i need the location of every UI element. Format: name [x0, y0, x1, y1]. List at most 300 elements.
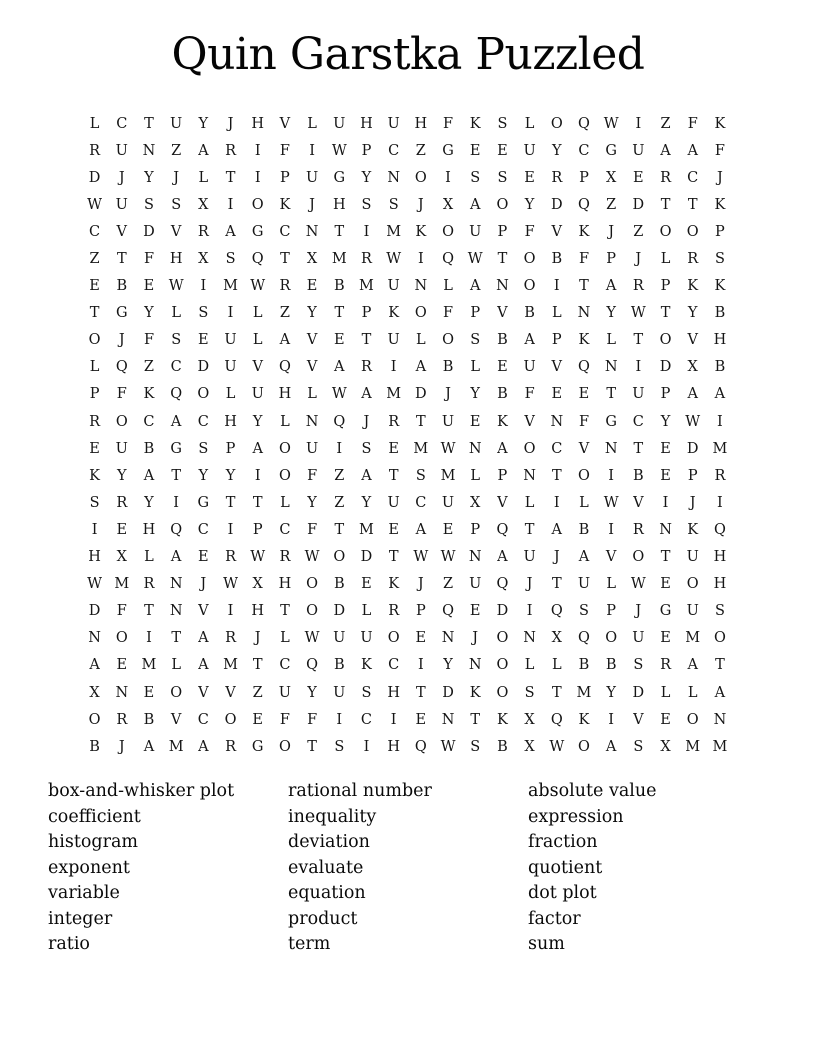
- grid-letter: U: [305, 169, 319, 186]
- grid-letter: P: [470, 305, 481, 322]
- grid-letter: Q: [333, 413, 346, 430]
- grid-letter: A: [225, 223, 236, 240]
- grid-letter: C: [279, 657, 291, 674]
- grid-letter: D: [442, 684, 454, 701]
- grid-letter: H: [332, 196, 346, 213]
- grid-letter: N: [523, 630, 536, 647]
- grid-letter: T: [144, 603, 154, 620]
- grid-letter: W: [250, 278, 266, 295]
- grid-letter: E: [660, 711, 671, 728]
- grid-letter: P: [715, 223, 725, 240]
- grid-letter: A: [252, 440, 263, 457]
- grid-letter: R: [89, 142, 101, 159]
- grid-letter: C: [197, 413, 209, 430]
- grid-letter: O: [496, 630, 509, 647]
- grid-letter: A: [469, 278, 481, 295]
- grid-letter: A: [605, 738, 617, 755]
- grid-letter: H: [387, 684, 400, 701]
- word-list-item: equation: [288, 883, 366, 903]
- grid-letter: R: [197, 223, 209, 240]
- grid-letter: N: [468, 549, 482, 566]
- grid-letter: B: [497, 386, 508, 403]
- grid-letter: N: [169, 576, 183, 593]
- grid-letter: P: [470, 521, 481, 538]
- grid-letter: S: [633, 738, 644, 755]
- grid-letter: C: [578, 142, 590, 159]
- grid-letter: U: [632, 386, 645, 403]
- grid-letter: H: [360, 115, 373, 132]
- grid-letter: R: [279, 549, 291, 566]
- grid-letter: H: [224, 413, 237, 430]
- grid-letter: G: [333, 169, 346, 186]
- word-list-item: product: [288, 908, 358, 929]
- grid-letter: U: [170, 115, 183, 132]
- grid-letter: Z: [334, 494, 345, 511]
- grid-letter: W: [331, 386, 347, 403]
- grid-letter: Z: [89, 251, 100, 268]
- grid-letter: S: [470, 332, 481, 349]
- grid-letter: M: [440, 467, 456, 484]
- word-list-item: quotient: [528, 857, 603, 878]
- grid-letter: E: [252, 711, 264, 728]
- grid-letter: I: [417, 251, 424, 268]
- grid-letter: M: [359, 521, 374, 538]
- grid-letter: C: [170, 359, 182, 376]
- grid-letter: Z: [660, 115, 671, 132]
- grid-letter: U: [686, 549, 699, 566]
- grid-letter: T: [225, 494, 236, 511]
- grid-letter: H: [251, 603, 265, 620]
- grid-letter: F: [279, 142, 290, 159]
- grid-letter: T: [334, 305, 345, 322]
- grid-letter: D: [143, 223, 155, 240]
- grid-letter: U: [632, 142, 645, 159]
- grid-letter: V: [116, 223, 128, 240]
- word-list-item: variable: [48, 883, 120, 903]
- grid-letter: J: [716, 169, 723, 186]
- grid-letter: C: [388, 142, 400, 159]
- grid-letter: W: [685, 413, 701, 430]
- grid-letter: C: [197, 521, 209, 538]
- grid-letter: I: [173, 494, 180, 511]
- grid-letter: Y: [144, 494, 154, 511]
- grid-letter: Q: [278, 359, 291, 376]
- grid-letter: I: [227, 305, 234, 322]
- grid-letter: X: [660, 738, 671, 755]
- grid-letter: Y: [198, 467, 209, 484]
- grid-letter: Q: [170, 521, 183, 538]
- grid-letter: I: [390, 711, 397, 728]
- grid-letter: O: [550, 115, 563, 132]
- grid-letter: R: [225, 549, 236, 566]
- grid-letter: Y: [252, 413, 263, 430]
- grid-letter: I: [608, 521, 615, 538]
- word-list: [48, 779, 768, 958]
- word-list-item: rational number: [288, 781, 432, 801]
- grid-letter: T: [715, 657, 725, 674]
- grid-letter: M: [576, 684, 592, 701]
- grid-letter: L: [579, 494, 589, 511]
- grid-letter: I: [635, 359, 642, 376]
- grid-letter: D: [333, 603, 346, 620]
- grid-letter: E: [89, 278, 100, 295]
- grid-letter: Z: [279, 305, 290, 322]
- grid-letter: M: [114, 576, 130, 593]
- grid-letter: T: [334, 521, 345, 538]
- grid-letter: B: [714, 305, 726, 322]
- grid-letter: M: [685, 630, 701, 647]
- grid-letter: M: [223, 278, 238, 295]
- grid-letter: P: [252, 521, 263, 538]
- grid-letter: J: [254, 630, 261, 647]
- grid-letter: T: [660, 196, 671, 213]
- grid-letter: L: [470, 467, 481, 484]
- grid-letter: O: [306, 576, 319, 593]
- grid-letter: J: [526, 576, 533, 593]
- grid-letter: B: [714, 359, 726, 376]
- grid-letter: S: [225, 251, 236, 268]
- grid-letter: U: [333, 630, 346, 647]
- grid-letter: W: [603, 494, 619, 511]
- grid-letter: I: [553, 278, 560, 295]
- grid-letter: V: [578, 440, 590, 457]
- grid-letter: J: [417, 576, 424, 593]
- grid-letter: U: [469, 576, 482, 593]
- grid-letter: Z: [415, 142, 426, 159]
- grid-letter: Y: [551, 142, 562, 159]
- grid-letter: N: [169, 603, 183, 620]
- grid-letter: R: [388, 603, 400, 620]
- grid-letter: K: [143, 386, 155, 403]
- grid-letter: I: [363, 738, 370, 755]
- grid-letter: C: [197, 711, 209, 728]
- grid-letter: E: [497, 359, 508, 376]
- grid-letter: L: [361, 603, 372, 620]
- grid-letter: W: [250, 549, 266, 566]
- grid-letter: B: [524, 305, 535, 322]
- word-list-item: sum: [528, 934, 565, 954]
- grid-letter: A: [605, 278, 617, 295]
- grid-letter: V: [551, 223, 563, 240]
- grid-letter: S: [714, 603, 725, 620]
- grid-letter: F: [116, 603, 127, 620]
- grid-letter: L: [280, 630, 290, 647]
- grid-letter: R: [714, 467, 726, 484]
- grid-letter: V: [225, 684, 236, 701]
- grid-letter: Y: [307, 684, 317, 701]
- grid-letter: B: [333, 657, 345, 674]
- grid-letter: B: [497, 332, 508, 349]
- grid-letter: L: [551, 305, 562, 322]
- grid-letter: A: [578, 549, 590, 566]
- grid-letter: P: [606, 603, 617, 620]
- grid-letter: D: [415, 386, 427, 403]
- grid-letter: N: [468, 440, 482, 457]
- grid-letter: L: [225, 386, 236, 403]
- grid-letter: N: [604, 440, 618, 457]
- grid-letter: N: [496, 278, 509, 295]
- grid-letter: K: [714, 115, 726, 132]
- grid-letter: I: [635, 115, 642, 132]
- grid-letter: Y: [470, 386, 480, 403]
- grid-letter: I: [200, 278, 207, 295]
- grid-letter: Y: [443, 657, 453, 674]
- grid-letter: I: [336, 440, 343, 457]
- page-title: Quin Garstka Puzzled: [171, 29, 645, 80]
- grid-letter: B: [143, 440, 155, 457]
- grid-letter: T: [225, 169, 236, 186]
- grid-letter: O: [496, 657, 509, 674]
- grid-letter: Z: [171, 142, 182, 159]
- grid-letter: M: [331, 251, 347, 268]
- grid-letter: F: [714, 142, 725, 159]
- grid-letter: P: [280, 169, 290, 186]
- grid-letter: E: [333, 332, 345, 349]
- grid-letter: B: [89, 738, 100, 755]
- word-list-item: deviation: [288, 832, 370, 852]
- grid-letter: G: [115, 305, 128, 322]
- grid-letter: E: [660, 467, 671, 484]
- grid-letter: Q: [578, 630, 590, 647]
- grid-letter: S: [144, 196, 154, 213]
- grid-letter: C: [360, 711, 373, 728]
- word-column: [528, 779, 768, 958]
- grid-letter: T: [687, 196, 698, 213]
- grid-letter: F: [687, 115, 698, 132]
- grid-letter: T: [579, 278, 589, 295]
- grid-letter: U: [333, 684, 346, 701]
- grid-letter: I: [227, 603, 234, 620]
- grid-letter: N: [577, 305, 591, 322]
- grid-letter: W: [168, 278, 184, 295]
- grid-letter: B: [578, 657, 590, 674]
- grid-letter: O: [88, 332, 101, 349]
- grid-letter: L: [606, 576, 616, 593]
- grid-letter: K: [469, 115, 481, 132]
- grid-letter: Q: [578, 196, 590, 213]
- grid-letter: O: [659, 332, 672, 349]
- grid-letter: I: [254, 169, 261, 186]
- grid-letter: C: [89, 223, 101, 240]
- grid-letter: H: [142, 521, 156, 538]
- grid-letter: H: [278, 576, 292, 593]
- grid-letter: J: [417, 196, 424, 213]
- grid-letter: E: [551, 386, 563, 403]
- word-list-item: expression: [528, 806, 624, 827]
- word-list-item: integer: [48, 908, 113, 929]
- grid-letter: T: [280, 251, 290, 268]
- grid-letter: A: [551, 521, 563, 538]
- word-list-item: absolute value: [528, 781, 657, 801]
- grid-letter: C: [632, 413, 644, 430]
- grid-letter: Z: [143, 359, 154, 376]
- grid-letter: L: [89, 359, 100, 376]
- grid-letter: M: [141, 657, 157, 674]
- grid-letter: R: [225, 142, 236, 159]
- grid-letter: Y: [225, 467, 236, 484]
- grid-letter: H: [251, 115, 265, 132]
- grid-letter: W: [304, 549, 320, 566]
- grid-letter: E: [388, 440, 399, 457]
- grid-letter: P: [660, 386, 671, 403]
- grid-letter: R: [632, 278, 644, 295]
- grid-letter: T: [633, 332, 644, 349]
- grid-letter: T: [660, 549, 671, 566]
- grid-letter: O: [115, 630, 128, 647]
- grid-letter: H: [713, 576, 727, 593]
- grid-letter: M: [413, 440, 429, 457]
- grid-letter: N: [550, 413, 564, 430]
- grid-letter: V: [605, 549, 617, 566]
- grid-letter: K: [578, 332, 590, 349]
- grid-letter: I: [91, 521, 98, 538]
- grid-letter: P: [361, 305, 372, 322]
- grid-letter: J: [200, 576, 207, 593]
- grid-letter: Q: [550, 603, 563, 620]
- grid-letter: O: [632, 549, 645, 566]
- grid-letter: W: [630, 305, 646, 322]
- grid-letter: P: [660, 278, 671, 295]
- grid-letter: Q: [170, 386, 183, 403]
- grid-letter: K: [279, 196, 291, 213]
- grid-letter: C: [279, 521, 291, 538]
- grid-letter: A: [198, 657, 209, 674]
- grid-letter: Z: [334, 467, 345, 484]
- grid-letter: S: [714, 251, 725, 268]
- grid-letter: M: [223, 657, 238, 674]
- grid-letter: I: [146, 630, 152, 647]
- grid-letter: U: [115, 196, 128, 213]
- grid-letter: C: [143, 413, 155, 430]
- grid-letter: U: [523, 359, 536, 376]
- grid-letter: V: [551, 359, 563, 376]
- grid-letter: K: [415, 223, 427, 240]
- grid-letter: N: [115, 684, 129, 701]
- grid-letter: O: [278, 738, 291, 755]
- grid-letter: Q: [442, 603, 454, 620]
- grid-letter: P: [361, 142, 372, 159]
- grid-letter: V: [279, 115, 291, 132]
- grid-letter: X: [252, 576, 263, 593]
- grid-letter: T: [551, 467, 562, 484]
- grid-letter: L: [524, 115, 535, 132]
- grid-letter: O: [115, 413, 128, 430]
- grid-letter: T: [388, 549, 399, 566]
- grid-letter: G: [605, 413, 617, 430]
- grid-letter: L: [307, 115, 317, 132]
- grid-letter: N: [305, 413, 319, 430]
- grid-letter: U: [387, 115, 400, 132]
- grid-letter: V: [633, 711, 644, 728]
- word-list-item: box-and-whisker plot: [48, 781, 235, 801]
- grid-letter: N: [441, 711, 455, 728]
- grid-letter: I: [717, 413, 723, 430]
- grid-letter: E: [578, 386, 590, 403]
- grid-letter: V: [306, 332, 318, 349]
- grid-letter: T: [388, 467, 399, 484]
- word-column: [48, 779, 288, 958]
- grid-letter: T: [660, 305, 671, 322]
- grid-letter: R: [660, 657, 671, 674]
- grid-letter: X: [524, 711, 535, 728]
- grid-letter: O: [523, 440, 536, 457]
- grid-letter: A: [361, 467, 372, 484]
- grid-letter: D: [360, 549, 373, 566]
- grid-letter: U: [387, 494, 400, 511]
- grid-letter: E: [361, 576, 372, 593]
- grid-letter: Z: [606, 196, 617, 213]
- grid-letter: T: [416, 684, 426, 701]
- grid-letter: P: [606, 251, 617, 268]
- grid-letter: U: [360, 630, 373, 647]
- grid-letter: H: [88, 549, 101, 566]
- grid-letter: G: [251, 738, 264, 755]
- grid-letter: E: [143, 278, 155, 295]
- grid-letter: U: [387, 332, 400, 349]
- grid-letter: O: [686, 576, 699, 593]
- grid-letter: J: [689, 494, 696, 511]
- grid-letter: T: [606, 386, 616, 403]
- grid-letter: W: [413, 549, 429, 566]
- grid-letter: E: [388, 521, 399, 538]
- grid-letter: M: [168, 738, 184, 755]
- grid-letter: L: [687, 684, 698, 701]
- grid-letter: R: [116, 711, 128, 728]
- grid-letter: W: [467, 251, 483, 268]
- grid-letter: P: [579, 169, 589, 186]
- grid-letter: U: [523, 549, 536, 566]
- grid-letter: Y: [198, 115, 209, 132]
- word-list-item: evaluate: [288, 857, 364, 878]
- grid-letter: L: [307, 386, 317, 403]
- grid-letter: R: [279, 278, 291, 295]
- grid-letter: S: [497, 169, 508, 186]
- grid-letter: I: [526, 603, 533, 620]
- grid-letter: H: [387, 738, 400, 755]
- grid-letter: O: [713, 630, 726, 647]
- grid-letter: D: [659, 359, 672, 376]
- grid-letter: S: [361, 684, 372, 701]
- grid-letter: V: [524, 413, 535, 430]
- grid-letter: Z: [442, 576, 454, 593]
- grid-letter: U: [305, 440, 319, 457]
- grid-letter: K: [469, 684, 481, 701]
- grid-letter: Y: [307, 494, 317, 511]
- grid-letter: F: [143, 251, 154, 268]
- grid-letter: J: [363, 413, 370, 430]
- grid-letter: A: [415, 521, 427, 538]
- grid-letter: E: [89, 440, 100, 457]
- grid-letter: K: [388, 305, 400, 322]
- grid-letter: T: [633, 440, 644, 457]
- grid-letter: X: [306, 251, 318, 268]
- grid-letter: A: [415, 359, 427, 376]
- grid-letter: B: [633, 467, 644, 484]
- grid-letter: N: [659, 521, 672, 538]
- grid-letter: U: [387, 278, 400, 295]
- grid-letter: D: [632, 684, 645, 701]
- grid-letter: H: [414, 115, 428, 132]
- grid-letter: S: [198, 440, 209, 457]
- grid-letter: G: [251, 223, 264, 240]
- grid-letter: V: [170, 223, 182, 240]
- grid-letter: O: [306, 603, 319, 620]
- grid-letter: O: [523, 278, 536, 295]
- grid-letter: S: [171, 196, 182, 213]
- grid-letter: O: [578, 467, 590, 484]
- grid-letter: H: [169, 251, 183, 268]
- grid-letter: A: [687, 386, 698, 403]
